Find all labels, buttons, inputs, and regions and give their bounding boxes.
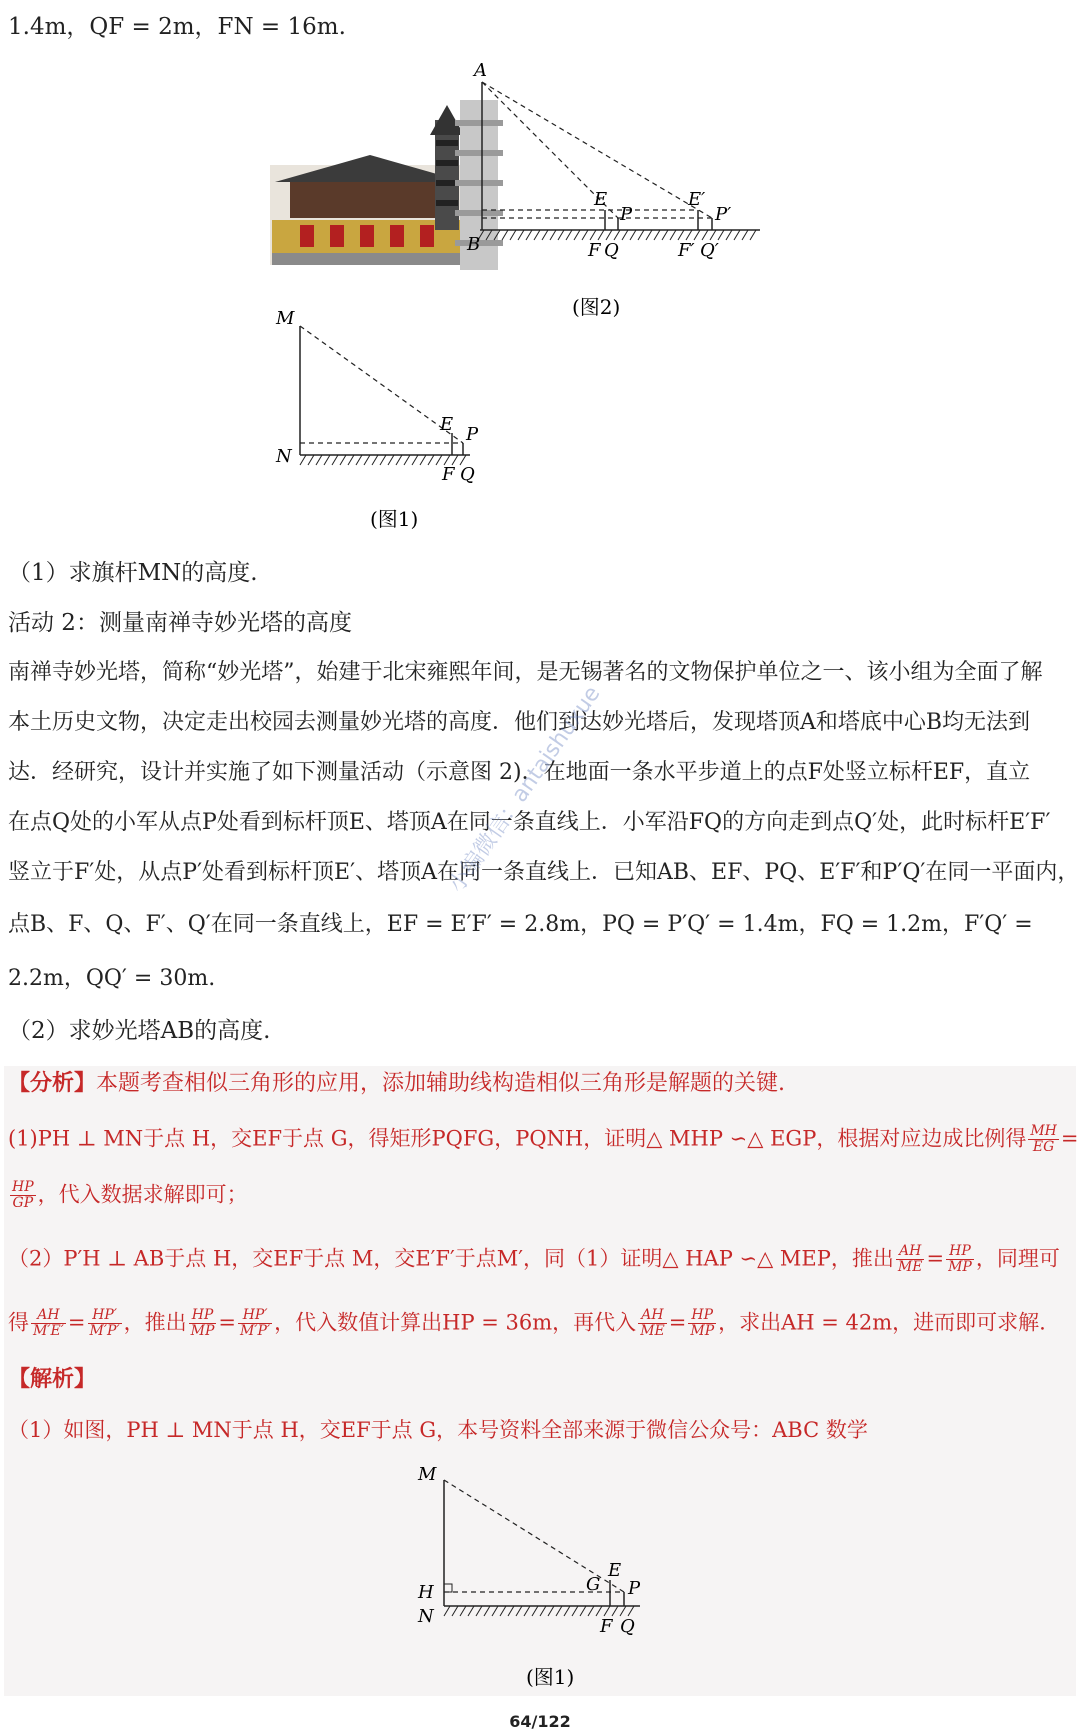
label-B: B — [467, 234, 481, 255]
fraction-num: AH — [896, 1244, 925, 1260]
label-E-prime: E′ — [688, 189, 706, 210]
fraction-num: HP — [189, 1308, 217, 1324]
fraction-num: HP — [688, 1308, 716, 1324]
fraction-den: M′E′ — [33, 1323, 64, 1340]
fraction-den: M′P′ — [89, 1323, 120, 1340]
fraction-den: MP — [948, 1259, 972, 1276]
fig1b-label-P: P — [628, 1578, 641, 1599]
fraction-den: M′P′ — [240, 1323, 271, 1340]
paragraph-line-1: 南禅寺妙光塔，简称“妙光塔”，始建于北宋雍熙年间，是无锡著名的文物保护单位之一、该小组为全面了解 — [8, 660, 1043, 685]
fraction-num: HP′ — [88, 1308, 122, 1324]
analysis-intro: 本题考查相似三角形的应用，添加辅助线构造相似三角形是解题的关键. — [96, 1071, 786, 1096]
fig1b-label-H: H — [418, 1582, 434, 1603]
label-P: P — [620, 204, 633, 225]
watermark: 小编微信：antaishuxue — [444, 681, 606, 898]
label-E: E — [594, 189, 608, 210]
figure-1 — [270, 300, 510, 540]
analysis-line-1-text: (1)PH ⊥ MN于点 H，交EF于点 G，得矩形PQFG，PQNH，证明△ MHP ∽△ EGP，根据对应边成比例得 — [8, 1126, 1027, 1151]
fraction-num: MH — [1030, 1123, 1057, 1139]
fig1b-label-M: M — [418, 1464, 437, 1485]
fig1-label-E: E — [440, 414, 454, 435]
fig1b-label-Q: Q — [620, 1616, 635, 1637]
paragraph-line-5: 竖立于F′处，从点P′处看到标杆顶E′、塔顶A在同一条直线上．已知AB、EF、PQ、E′F′和P′Q′在同一平面内， — [8, 860, 1080, 885]
label-A: A — [474, 60, 487, 81]
fraction-HPp-MpPp — [88, 1308, 122, 1340]
figure-1-solution — [410, 1456, 670, 1696]
equals-sign: = — [67, 1310, 86, 1335]
solution-line-1: （1）如图，PH ⊥ MN于点 H，交EF于点 G，本号资料全部来源于微信公众号：ABC 数学 — [8, 1418, 868, 1442]
analysis-line-4-start: 得 — [8, 1310, 29, 1335]
fig1b-label-N: N — [418, 1606, 434, 1627]
analysis-line-3-tail: ，同理可 — [975, 1246, 1060, 1271]
fraction-den: ME — [640, 1323, 665, 1340]
paragraph-line-2: 本土历史文物，决定走出校园去测量妙光塔的高度．他们到达妙光塔后，发现塔顶A和塔底中心B均无法到 — [8, 710, 1031, 735]
fig1-label-Q: Q — [460, 464, 475, 485]
fig1b-label-F: F — [600, 1616, 613, 1637]
paragraph-line-7: 2.2m，QQ′ = 30m. — [8, 966, 216, 991]
analysis-line-3-text: （2）P′H ⊥ AB于点 H，交EF于点 M，交E′F′于点M′，同（1）证明△ HAP ∽△ MEP，推出 — [8, 1246, 894, 1271]
fig1b-label-G: G — [586, 1574, 601, 1595]
equals-sign: = — [668, 1310, 687, 1335]
solution-tag: 【解析】 — [8, 1366, 97, 1392]
question-1: （1）求旗杆MN的高度. — [8, 560, 258, 586]
question-2: （2）求妙光塔AB的高度. — [8, 1018, 271, 1044]
analysis-line-1 — [8, 1124, 1079, 1156]
figure-2 — [260, 60, 820, 330]
fraction-HPp-MpPp-2 — [238, 1308, 272, 1340]
page-number: 64/122 — [509, 1712, 571, 1731]
analysis-line-4-calc: ，代入数值计算出HP = 36m，再代入 — [274, 1310, 637, 1335]
fig1-label-M: M — [276, 308, 295, 329]
fraction-num: AH — [638, 1308, 667, 1324]
fraction-num: HP — [12, 1179, 34, 1195]
paragraph-line-6: 点B、F、Q、F′、Q′在同一条直线上，EF = E′F′ = 2.8m，PQ = P′Q′ = 1.4m，FQ = 1.2m，F′Q′ = — [8, 912, 1033, 937]
analysis-line-3 — [8, 1244, 1060, 1276]
fraction-HP-GP — [10, 1180, 36, 1212]
equals-sign: = — [1060, 1126, 1079, 1151]
fraction-AH-MpEp — [31, 1308, 66, 1340]
label-Q: Q — [604, 240, 619, 261]
analysis-intro-line — [8, 1070, 785, 1097]
figure-2-caption: (图2) — [572, 295, 621, 319]
paragraph-line-4: 在点Q处的小军从点P处看到标杆顶E、塔顶A在同一条直线上．小军沿FQ的方向走到点Q′处，此时标杆E′F′ — [8, 810, 1051, 835]
label-Q-prime: Q′ — [700, 240, 719, 261]
figure-1-caption: (图1) — [370, 507, 419, 531]
activity-2-title: 活动 2：测量南禅寺妙光塔的高度 — [8, 610, 352, 636]
fraction-MH-EG — [1028, 1124, 1059, 1156]
analysis-tag: 【分析】 — [8, 1070, 97, 1096]
fraction-den: MP — [190, 1323, 215, 1340]
fraction-AH-ME — [896, 1244, 925, 1276]
top-line: 1.4m，QF = 2m，FN = 16m. — [8, 14, 346, 40]
fraction-den: GP — [12, 1195, 34, 1212]
paragraph-line-3: 达．经研究，设计并实施了如下测量活动（示意图 2)．在地面一条水平步道上的点F处竖立标杆EF，直立 — [8, 760, 1031, 785]
analysis-line-4-end: ，求出AH = 42m，进而即可求解. — [718, 1310, 1046, 1335]
analysis-line-4-mid: ，推出 — [123, 1310, 187, 1335]
fraction-den: MP — [690, 1323, 715, 1340]
temple-photo — [270, 105, 480, 265]
fig1-label-N: N — [276, 446, 292, 467]
fraction-AH-ME-2 — [638, 1308, 667, 1340]
fraction-HP-MP — [946, 1244, 974, 1276]
equals-sign: = — [218, 1310, 237, 1335]
analysis-line-2-text: ，代入数据求解即可； — [37, 1182, 248, 1207]
fig1-label-P: P — [466, 424, 479, 445]
analysis-line-4 — [8, 1308, 1046, 1340]
fraction-num: HP′ — [238, 1308, 272, 1324]
fraction-num: AH — [31, 1308, 66, 1324]
equals-sign: = — [926, 1246, 945, 1271]
fig1b-label-E: E — [608, 1560, 622, 1581]
label-P-prime: P′ — [715, 204, 732, 225]
label-F-prime: F′ — [678, 240, 695, 261]
figure-1-solution-caption: (图1) — [526, 1665, 575, 1689]
fraction-den: ME — [897, 1259, 923, 1276]
label-F: F — [588, 240, 601, 261]
fraction-num: HP — [946, 1244, 974, 1260]
fraction-HP-MP-2 — [189, 1308, 217, 1340]
analysis-line-2 — [8, 1180, 248, 1212]
fraction-den: EG — [1032, 1139, 1055, 1156]
fig1-label-F: F — [442, 464, 455, 485]
fraction-HP-MP-3 — [688, 1308, 716, 1340]
